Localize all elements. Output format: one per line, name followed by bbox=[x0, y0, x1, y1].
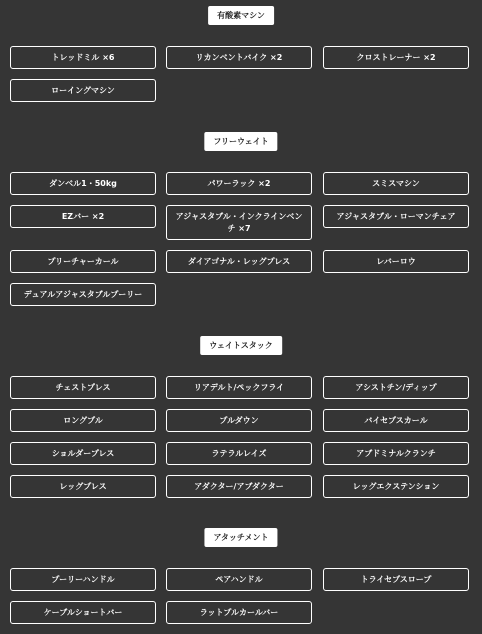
equipment-button-pulldown[interactable]: プルダウン bbox=[166, 409, 312, 432]
section-title-cardio: 有酸素マシン bbox=[208, 6, 274, 25]
equipment-button-rowing-machine[interactable]: ローイングマシン bbox=[10, 79, 156, 102]
equipment-button-pulley-handle[interactable]: プーリーハンドル bbox=[10, 568, 156, 591]
equipment-button-chest-press[interactable]: チェストプレス bbox=[10, 376, 156, 399]
equipment-button-cross-trainer[interactable]: クロストレーナー ×2 bbox=[323, 46, 469, 69]
equipment-button-biceps-curl[interactable]: バイセプスカール bbox=[323, 409, 469, 432]
equipment-button-long-pull[interactable]: ロングプル bbox=[10, 409, 156, 432]
equipment-button-pair-handle[interactable]: ペアハンドル bbox=[166, 568, 312, 591]
equipment-button-power-rack[interactable]: パワーラック ×2 bbox=[166, 172, 312, 195]
equipment-button-dual-adjustable-pulley[interactable]: デュアルアジャスタブルプーリー bbox=[10, 283, 156, 306]
equipment-button-lateral-raise[interactable]: ラテラルレイズ bbox=[166, 442, 312, 465]
section-title-attachments: アタッチメント bbox=[204, 528, 277, 547]
equipment-button-roman-chair[interactable]: アジャスタブル・ローマンチェア bbox=[323, 205, 469, 228]
equipment-button-recumbent-bike[interactable]: リカンベントバイク ×2 bbox=[166, 46, 312, 69]
equipment-button-triceps-rope[interactable]: トライセプスロープ bbox=[323, 568, 469, 591]
equipment-button-preacher-curl[interactable]: プリーチャーカール bbox=[10, 250, 156, 273]
section-title-weight-stack: ウェイトスタック bbox=[200, 336, 282, 355]
equipment-button-lat-pull-curl-bar[interactable]: ラットプルカールバー bbox=[166, 601, 312, 624]
equipment-button-leg-press[interactable]: レッグプレス bbox=[10, 475, 156, 498]
equipment-button-rear-delt-pec-fly[interactable]: リアデルト/ペックフライ bbox=[166, 376, 312, 399]
equipment-button-shoulder-press[interactable]: ショルダープレス bbox=[10, 442, 156, 465]
equipment-button-ez-bar[interactable]: EZバー ×2 bbox=[10, 205, 156, 228]
equipment-button-abdominal-crunch[interactable]: アブドミナルクランチ bbox=[323, 442, 469, 465]
equipment-button-incline-bench[interactable]: アジャスタブル・インクラインベンチ ×7 bbox=[166, 205, 312, 240]
equipment-button-cable-short-bar[interactable]: ケーブルショートバー bbox=[10, 601, 156, 624]
equipment-button-diagonal-leg-press[interactable]: ダイアゴナル・レッグプレス bbox=[166, 250, 312, 273]
equipment-button-assist-chin-dip[interactable]: アシストチン/ディップ bbox=[323, 376, 469, 399]
equipment-button-dumbbell[interactable]: ダンベル1・50kg bbox=[10, 172, 156, 195]
equipment-button-treadmill[interactable]: トレッドミル ×6 bbox=[10, 46, 156, 69]
section-title-free-weight: フリーウェイト bbox=[204, 132, 277, 151]
equipment-button-lever-row[interactable]: レバーロウ bbox=[323, 250, 469, 273]
equipment-button-smith-machine[interactable]: スミスマシン bbox=[323, 172, 469, 195]
equipment-button-adductor-abductor[interactable]: アダクター/アブダクター bbox=[166, 475, 312, 498]
equipment-button-leg-extension[interactable]: レッグエクステンション bbox=[323, 475, 469, 498]
